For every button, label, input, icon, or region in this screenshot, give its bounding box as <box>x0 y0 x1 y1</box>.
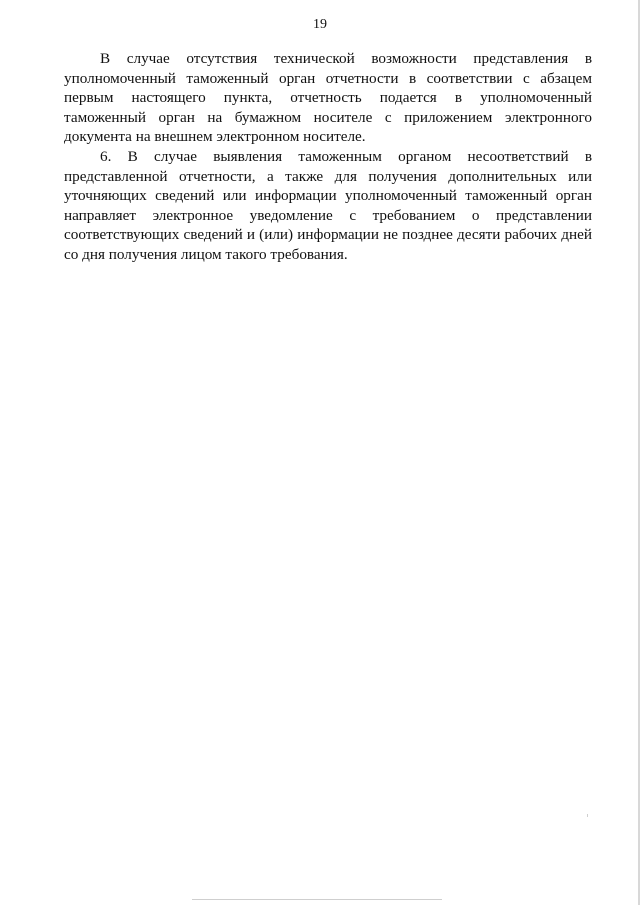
document-body <box>64 49 592 265</box>
scan-edge-mark-bottom <box>192 899 442 900</box>
paragraph-6-electronic-notice: 6. В случае выявления таможенным органом несоответствий в представленной отчетности, а также для получения дополнительных или уточняющих сведений или информации уполномоченный таможенный орган направляет электронное уведомление с требованием о представлении соответствующих сведений и (или) информации не позднее десяти рабочих дней со дня получения лицом такого требования. <box>64 147 592 263</box>
page-number: 19 <box>313 17 327 32</box>
scan-dust-mark-right <box>587 814 588 817</box>
paragraph-technical-impossibility: В случае отсутствия технической возможности представления в уполномоченный таможенный орган отчетности в соответствии с абзацем первым настоящего пункта, отчетность подается в уполномоченный таможенный орган на бумажном носителе с приложением электронного документа на внешнем электронном носителе. <box>64 50 592 146</box>
